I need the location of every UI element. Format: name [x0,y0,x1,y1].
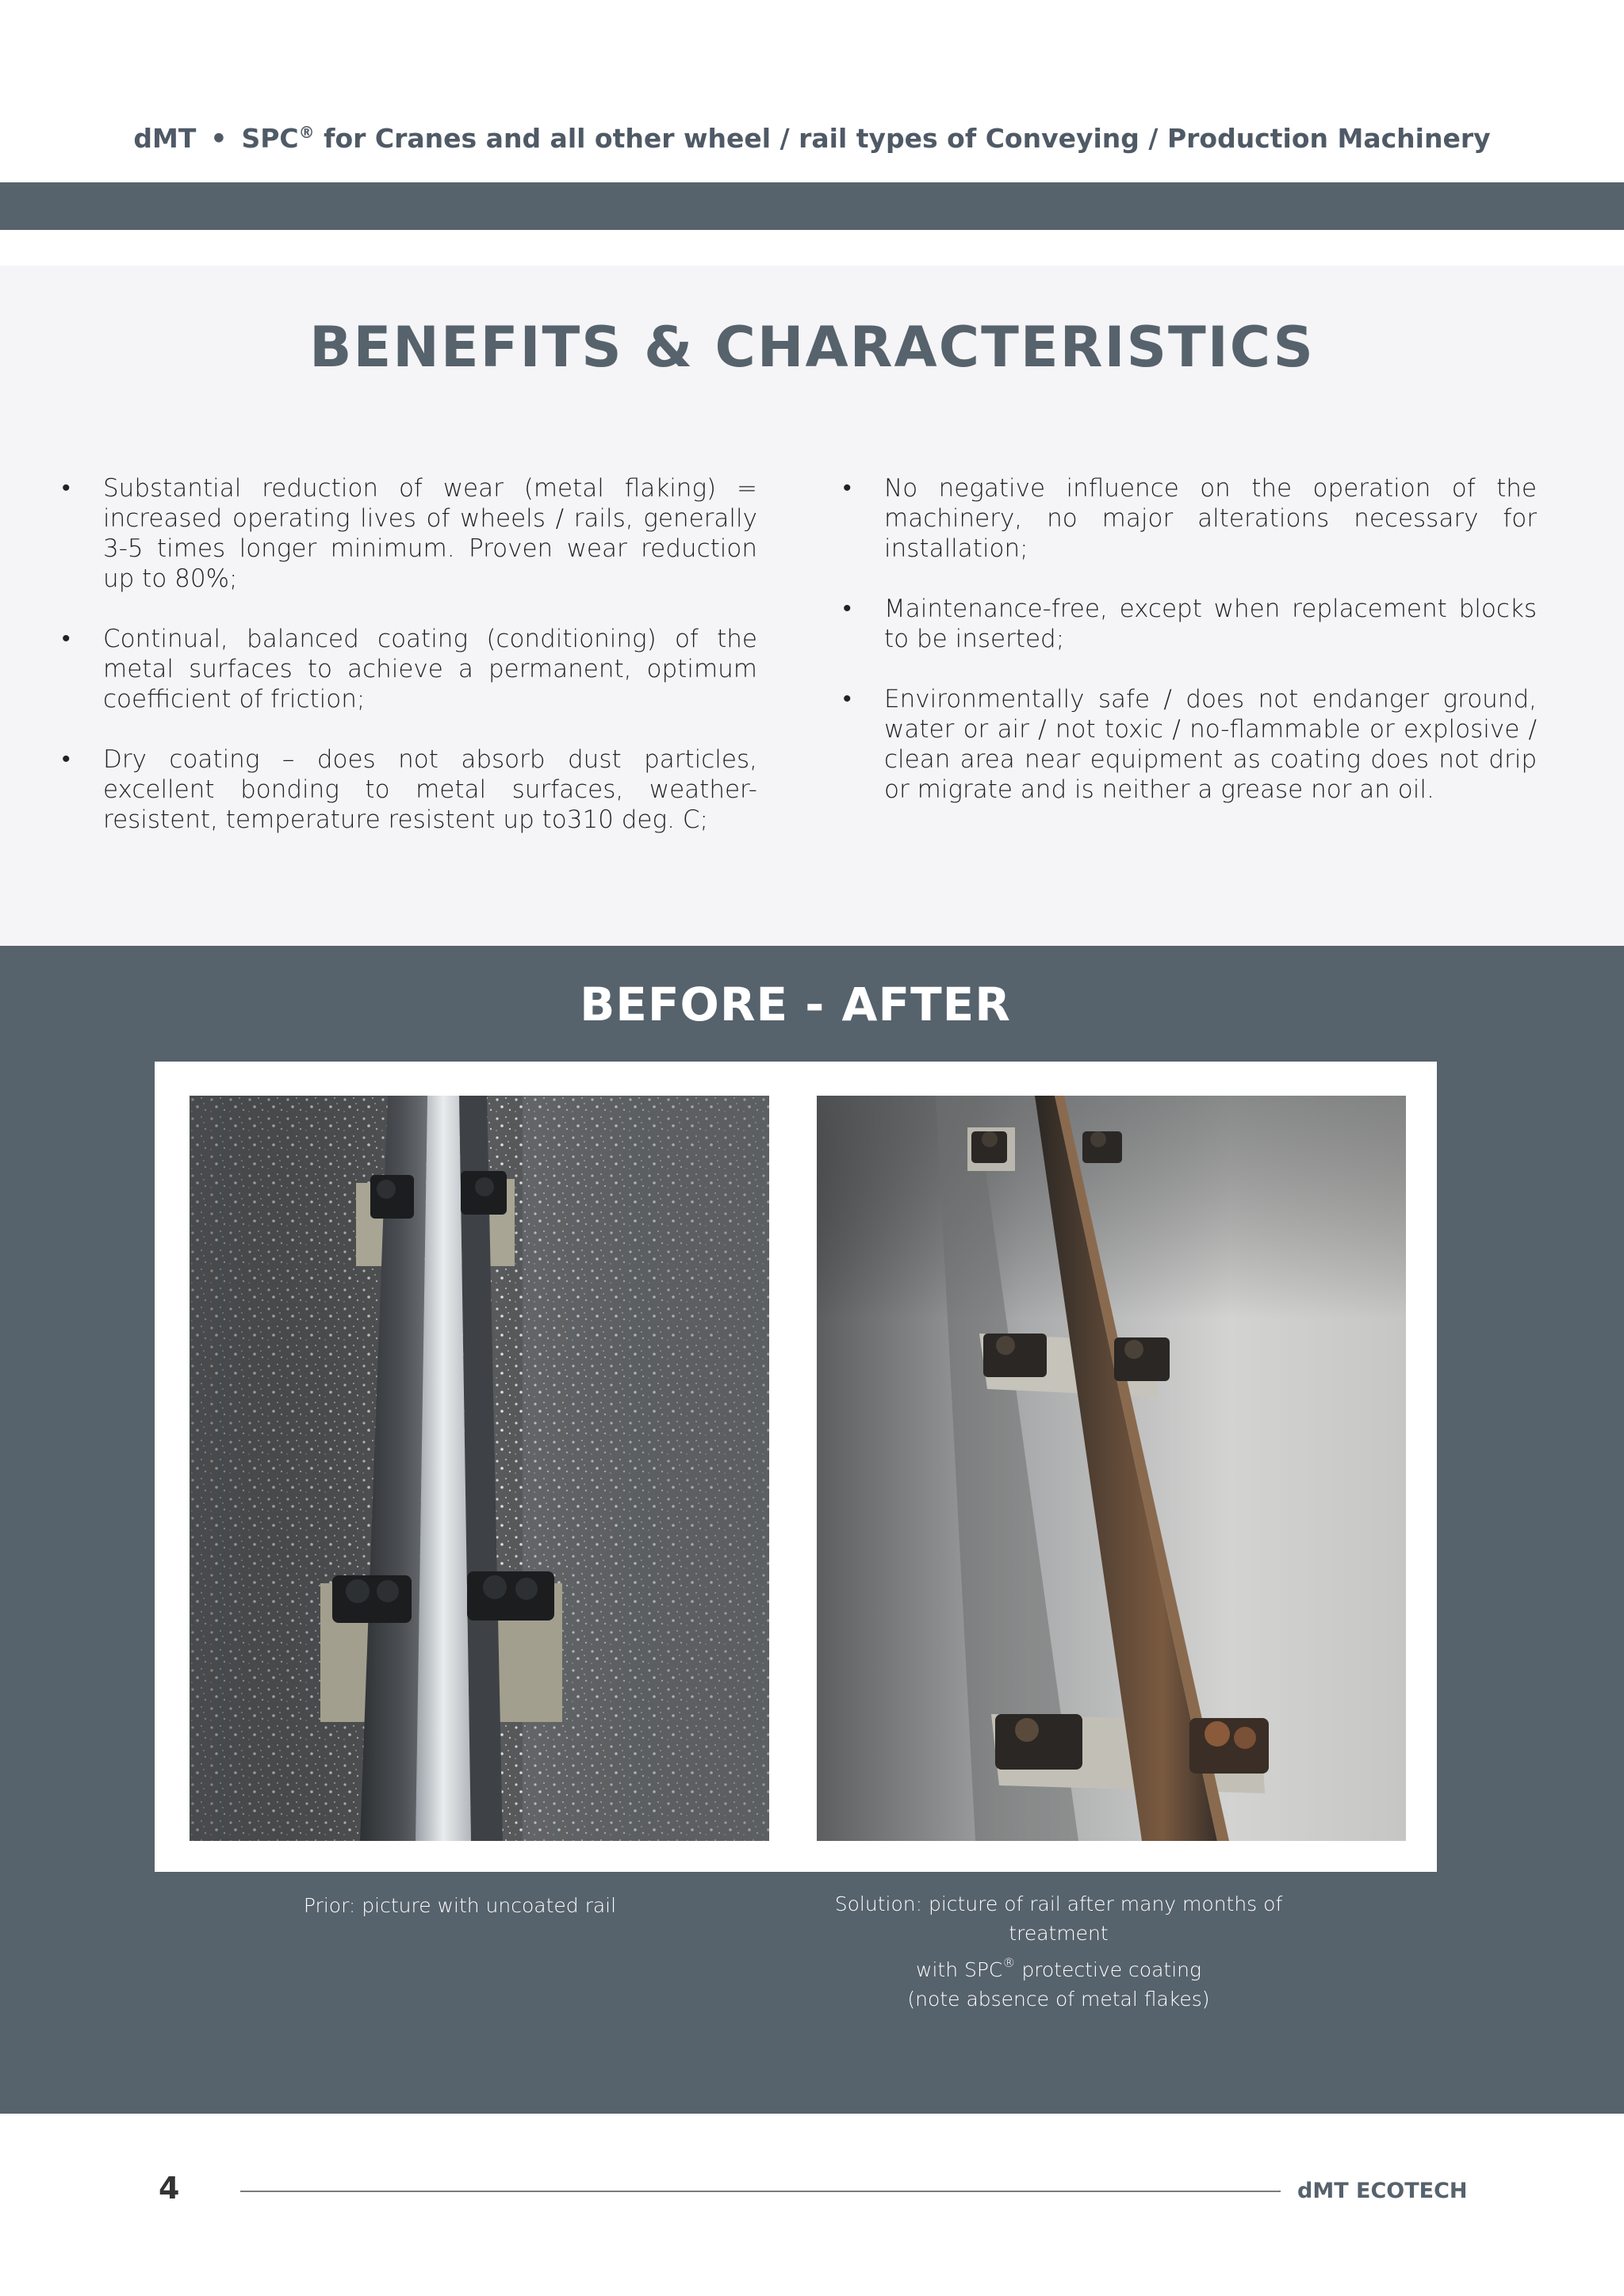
before-photo [190,1096,769,1841]
page-number: 4 [159,2171,180,2206]
before-after-title: BEFORE - AFTER [580,978,1011,1031]
header-band [0,182,1624,230]
header-product: SPC [241,123,299,154]
benefit-item: • Dry coating – does not absorb dust particles, excellent bonding to metal surfaces, weather-resistent, temperature resistent up to310 deg. C; [103,744,757,835]
photo-frame [155,1062,1437,1872]
footer-brand: dMT ECOTECH [1297,2179,1468,2203]
before-after-section [0,946,1624,2114]
footer-divider [240,2191,1281,2192]
benefits-title: BENEFITS & CHARACTERISTICS [309,315,1315,380]
benefit-item: • Maintenance-free, except when replacement blocks to be inserted; [884,594,1537,654]
after-photo [817,1096,1406,1841]
after-caption-registered-mark: ® [1002,1955,1016,1970]
benefit-item: • Environmentally safe / does not endanger ground, water or air / not toxic / no-flammable or explosive / clean area near equipment as coating does not drip or migrate and is neither a grease nor an oil. [884,684,1537,805]
running-header [0,123,1624,154]
header-registered-mark: ® [298,123,315,142]
header-tagline: for Cranes and all other wheel / rail types of Conveying / Production Machinery [324,123,1491,154]
header-brand: dMT [133,123,197,154]
benefit-item: • Continual, balanced coating (conditioning) of the metal surfaces to achieve a permanent, optimum coefficient of friction; [103,624,757,714]
after-caption-line-2 [797,1948,1320,1984]
benefit-item: • No negative influence on the operation of the machinery, no major alterations necessary for installation; [884,473,1537,564]
header-separator: • [210,123,228,154]
after-caption-line-1: Solution: picture of rail after many months of treatment [834,1892,1283,1945]
before-caption: Prior: picture with uncoated rail [303,1894,617,1917]
after-caption-spc: with SPC [916,1958,1003,1981]
benefits-right-list [884,473,1537,835]
after-caption-line-3: (note absence of metal flakes) [907,1988,1210,2011]
after-caption [797,1889,1320,2014]
benefits-section [0,266,1624,946]
benefits-left-list [103,473,757,865]
benefit-item: • Substantial reduction of wear (metal flaking) = increased operating lives of wheels / rails, generally 3-5 times longer minimum. Proven wear reduction up to 80%; [103,473,757,594]
after-caption-coating: protective coating [1015,1958,1201,1981]
